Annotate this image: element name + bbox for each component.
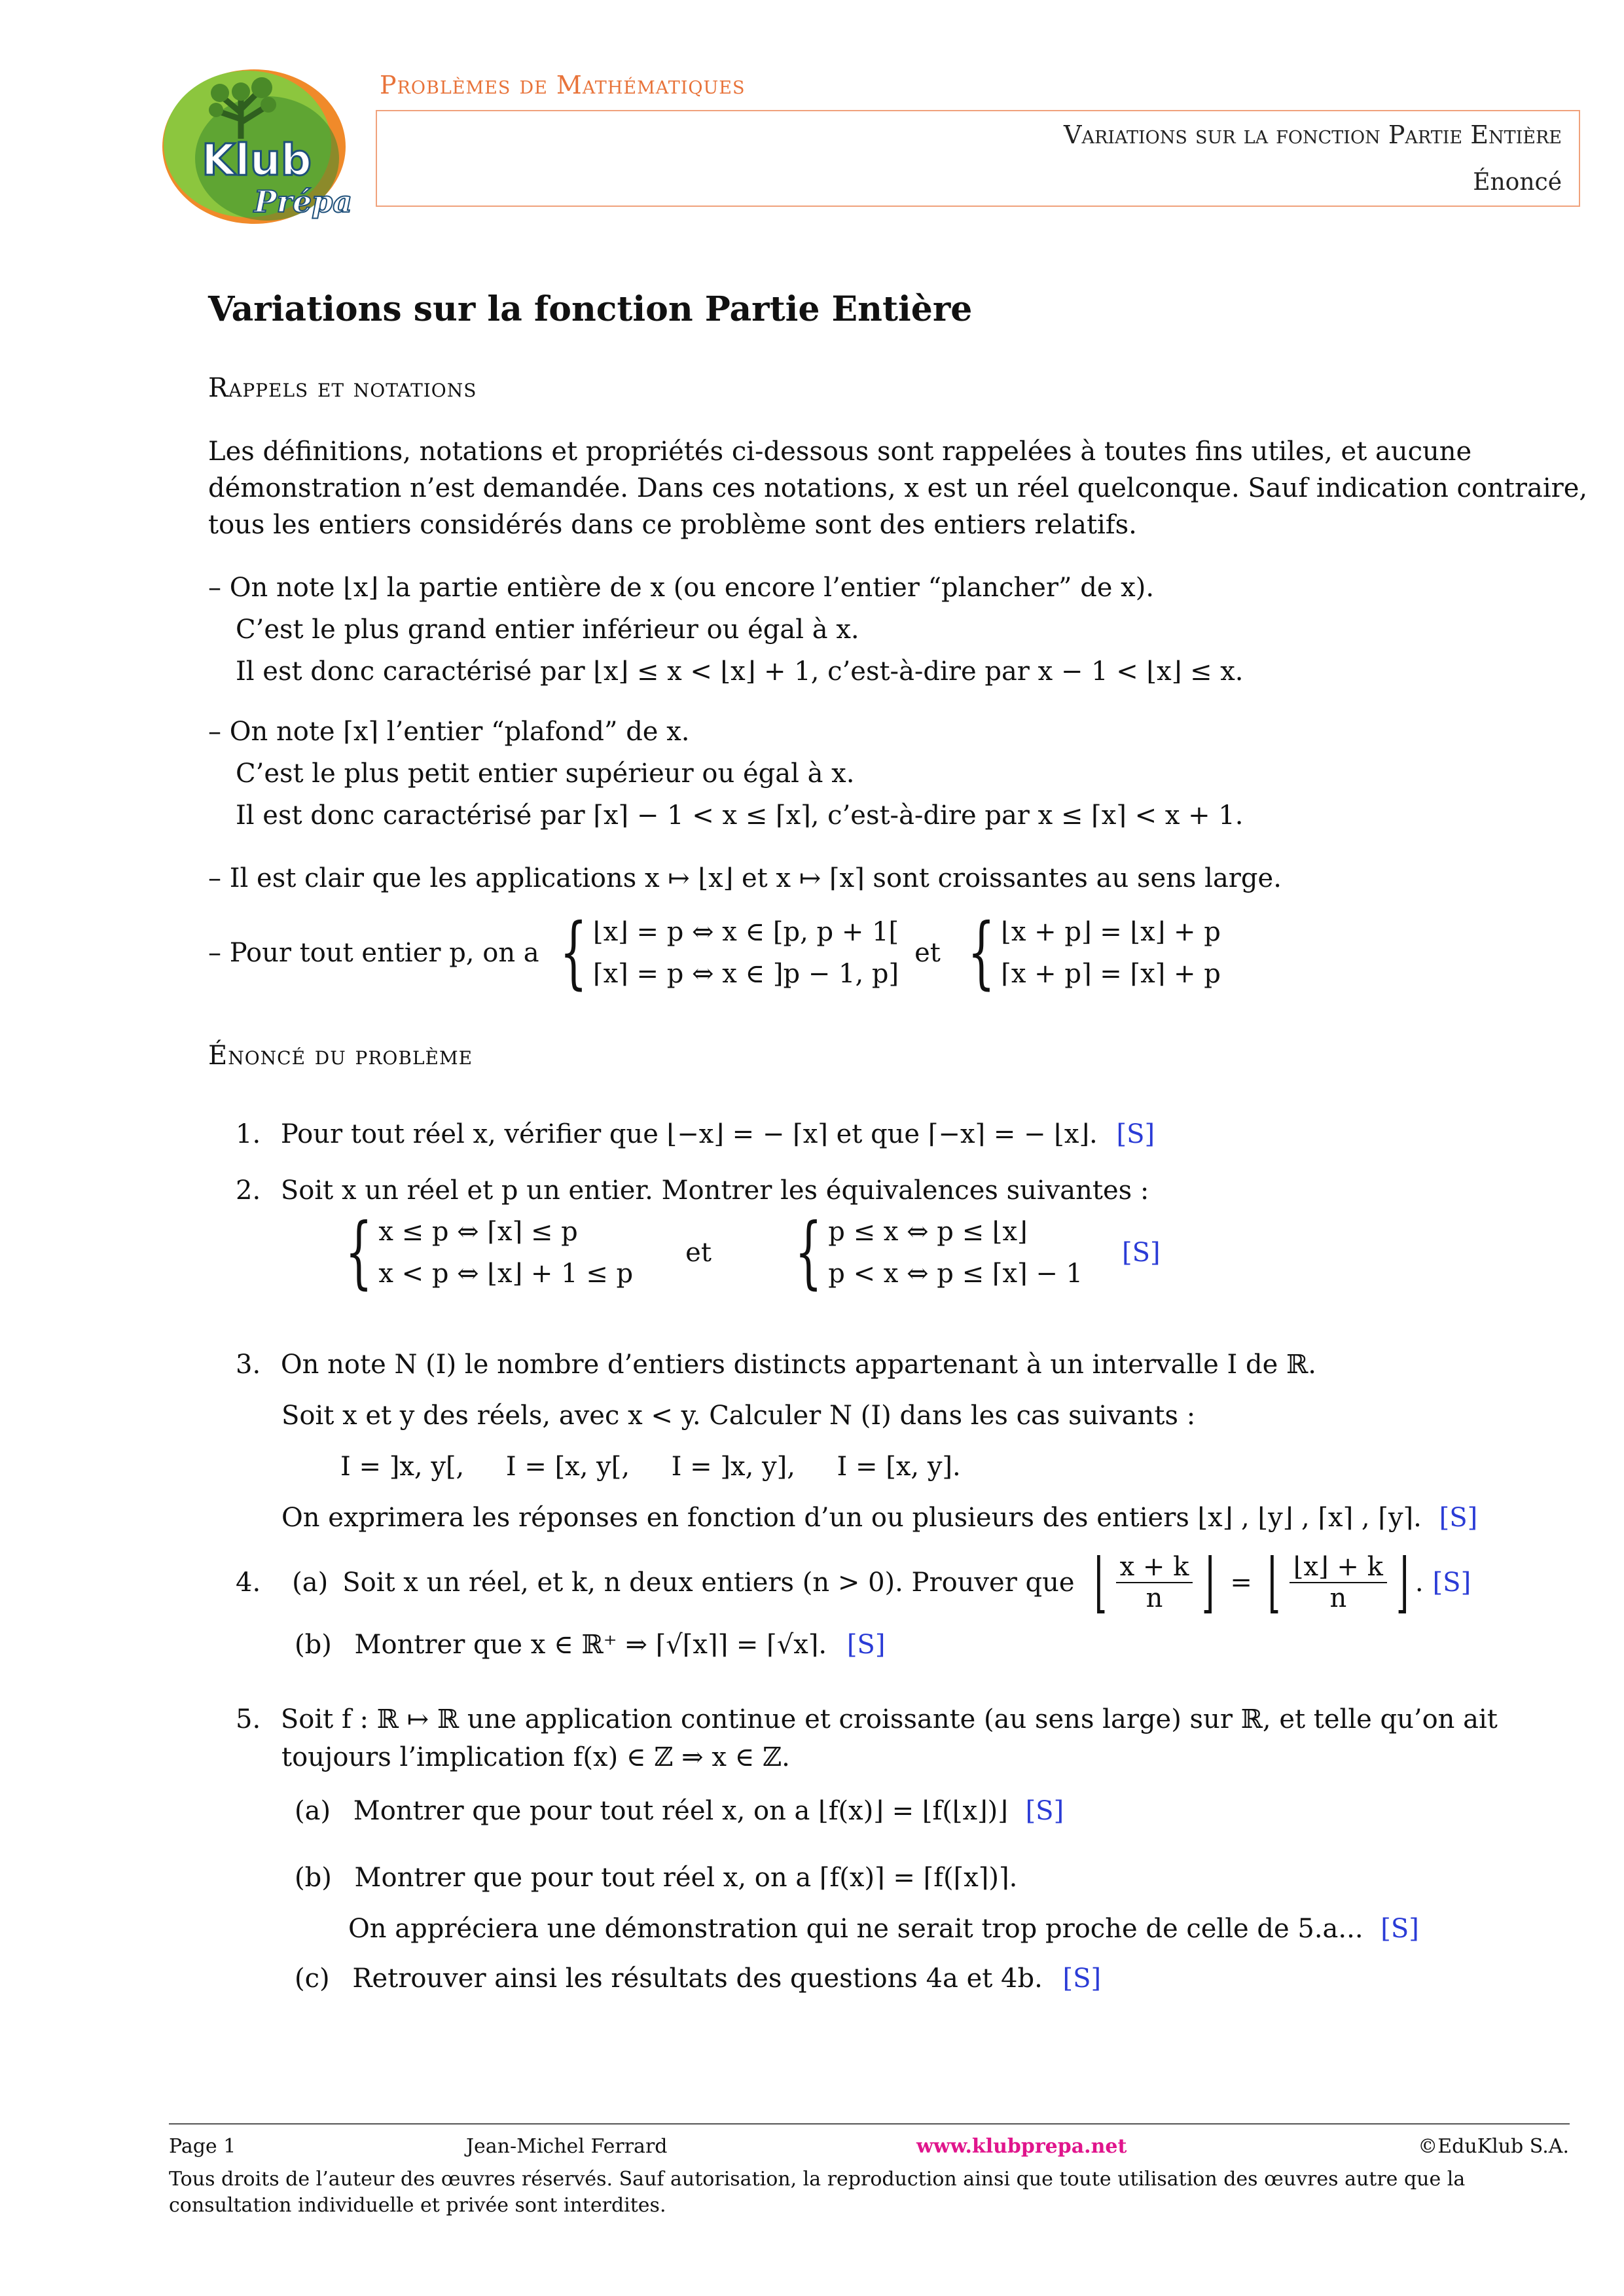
rappel-ceil-line2: C’est le plus petit entier supérieur ou égal à x. [236,759,855,789]
q2-et: et [685,1238,712,1268]
q5a-label: (a) [295,1796,331,1826]
left-brace: { [967,907,996,998]
question-2 [236,1175,1597,1206]
header-title: Variations sur la fonction Partie Entière [1064,120,1562,149]
q4a-frac1-num: x + k [1116,1552,1193,1583]
question-1 [236,1119,1597,1149]
q2-sys1-line1: x ≤ p ⇔ ⌈x⌉ ≤ p [378,1217,578,1247]
rappel-ceil-line1: – On note ⌈x⌉ l’entier “plafond” de x. [208,717,690,747]
q2-sys2-line2: p < x ⇔ p ≤ ⌈x⌉ − 1 [828,1259,1083,1289]
question-5c [295,1964,1597,1994]
klub-prepa-logo [156,60,353,229]
q4a-formula: ⌊ $\frac{x + k}{n}$ ⌋ = ⌊ $\frac{⌊x⌋ + k}{n}$ ⌋ . [1094,1544,1424,1621]
q5a-text: Montrer que pour tout réel x, on a ⌊f(x)⌋ = ⌊f(⌊x⌋)⌋ [353,1796,1008,1826]
q3-line2: Soit x et y des réels, avec x < y. Calculer N (I) dans les cas suivants : [281,1401,1196,1431]
svg-text:Prépa: Prépa [254,184,353,219]
q2-sys1-line2: x < p ⇔ ⌊x⌋ + 1 ≤ p [378,1259,634,1289]
q1-text: Pour tout réel x, vérifier que ⌊−x⌋ = − ⌈x⌉ et que ⌈−x⌉ = − ⌊x⌋. [280,1119,1098,1149]
rappel4-sys1-line1: ⌊x⌋ = p ⇔ x ∈ [p, p + 1[ [593,917,899,947]
header-box [376,110,1580,207]
q3-solution-link[interactable]: [S] [1439,1503,1478,1533]
intro-paragraph: Les définitions, notations et propriétés ci-dessous sont rappelées à toutes fins utiles, et aucune démonstration n’est demandée. Dans ces notations, x est un réel quelconque. Sauf indication contraire, tous les entiers considérés dans ce problème sont des entiers relatifs. [208,437,1588,540]
question-3 [236,1339,1597,1543]
rappel-floor-line2: C’est le plus grand entier inférieur ou égal à x. [236,615,859,645]
q5b-label: (b) [295,1863,332,1893]
q5a-solution-link[interactable]: [S] [1025,1796,1064,1826]
rappel-floor-line3: Il est donc caractérisé par ⌊x⌋ ≤ x < ⌊x⌋ + 1, c’est-à-dire par x − 1 < ⌊x⌋ ≤ x. [236,656,1244,687]
svg-text:Klub: Klub [202,135,312,185]
q3-line4: On exprimera les réponses en fonction d’un ou plusieurs des entiers ⌊x⌋ , ⌊y⌋ , ⌈x⌉ , ⌈y⌉. [281,1503,1422,1533]
q3-line3: I = ]x, y[, I = [x, y[, I = ]x, y], I = [x, y]. [340,1452,961,1482]
footer-copyright: ©EduKlub S.A. [1418,2135,1569,2158]
q5-number: 5. [236,1704,261,1734]
left-brace: { [559,907,587,998]
q5b-text2: On appréciera une démonstration qui ne serait trop proche de celle de 5.a... [348,1914,1363,1944]
header-collection-title: Problèmes de Mathématiques [380,71,746,99]
rappel-floor [208,567,1596,692]
rappel-ceil-line3: Il est donc caractérisé par ⌈x⌉ − 1 < x ≤ ⌈x⌉, c’est-à-dire par x ≤ ⌈x⌉ < x + 1. [236,800,1244,831]
rappel-floor-line1: – On note ⌊x⌋ la partie entière de x (ou encore l’entier “plancher” de x). [208,573,1155,603]
q5-line1: Soit f : ℝ ↦ ℝ une application continue et croissante (au sens large) sur ℝ, et telle qu’on ait [280,1704,1498,1734]
q1-number: 1. [236,1119,261,1149]
q4a-frac2-den: n [1329,1583,1347,1613]
document-title: Variations sur la fonction Partie Entière [208,289,973,329]
footer-rights-note: Tous droits de l’auteur des œuvres réservés. Sauf autorisation, la reproduction ainsi que toute utilisation des œuvres autre que la consultation individuelle et privée sont interdites. [169,2168,1466,2217]
header-subtitle: Énoncé [1473,169,1562,196]
q4b-text: Montrer que x ∈ ℝ⁺ ⇒ ⌈√⌈x⌉⌉ = ⌈√x⌉. [354,1630,827,1660]
q4a-frac1-den: n [1146,1583,1163,1613]
question-5a [295,1796,1597,1826]
section-heading-rappels: Rappels et notations [208,373,477,403]
q5b-solution-link[interactable]: [S] [1380,1914,1419,1944]
footer-author: Jean-Michel Ferrard [466,2135,668,2158]
q2-sys2-line1: p ≤ x ⇔ p ≤ ⌊x⌋ [828,1217,1028,1247]
q5c-label: (c) [295,1964,330,1994]
q4a-label: (a) [292,1568,329,1598]
left-brace: { [345,1207,373,1298]
footer-divider [169,2123,1570,2125]
q5b-text: Montrer que pour tout réel x, on a ⌈f(x)⌉ = ⌈f(⌈x⌉)⌉. [354,1863,1018,1893]
rappel-integer-systems [208,907,1596,998]
q1-solution-link[interactable]: [S] [1116,1119,1155,1149]
question-5b [295,1852,1597,1954]
q3-number: 3. [236,1350,261,1380]
rappel4-sys1-line2: ⌈x⌉ = p ⇔ x ∈ ]p − 1, p] [593,959,899,989]
footer-url[interactable]: www.klubprepa.net [916,2135,1127,2158]
rappel4-lead: – Pour tout entier p, on a [208,938,539,968]
left-brace: { [795,1207,823,1298]
q4-number: 4. [236,1568,261,1598]
q5c-solution-link[interactable]: [S] [1062,1964,1102,1994]
q2-text: Soit x un réel et p un entier. Montrer les équivalences suivantes : [280,1175,1149,1206]
q2-solution-link[interactable]: [S] [1122,1238,1161,1268]
q4a-frac2-num: ⌊x⌋ + k [1290,1552,1387,1583]
rappel-monotone: – Il est clair que les applications x ↦ ⌊x⌋ et x ↦ ⌈x⌉ sont croissantes au sens large. [208,863,1282,893]
q5-line2: toujours l’implication f(x) ∈ ℤ ⇒ x ∈ ℤ. [281,1742,790,1772]
rappel4-sys2-line1: ⌊x + p⌋ = ⌊x⌋ + p [1001,917,1221,947]
q5c-text: Retrouver ainsi les résultats des questions 4a et 4b. [352,1964,1043,1994]
section-heading-enonce: Énoncé du problème [208,1041,473,1071]
q4a-text: Soit x un réel, et k, n deux entiers (n > 0). Prouver que [342,1568,1075,1598]
q2-number: 2. [236,1175,261,1206]
q4a-solution-link[interactable]: [S] [1432,1568,1471,1598]
q3-line1: On note N (I) le nombre d’entiers distincts appartenant à un intervalle I de ℝ. [280,1350,1316,1380]
q4a-equals: = [1230,1568,1252,1598]
question-4b [295,1630,1597,1660]
rappel4-sys2-line2: ⌈x + p⌉ = ⌈x⌉ + p [1001,959,1221,989]
rappel-ceil [208,711,1596,836]
footer-page: Page 1 [169,2135,236,2158]
q4b-solution-link[interactable]: [S] [846,1630,886,1660]
rappel4-et: et [914,938,941,968]
q2-systems [334,1207,1161,1298]
question-5 [236,1700,1597,1776]
question-4a [236,1544,1597,1621]
q4b-label: (b) [295,1630,332,1660]
